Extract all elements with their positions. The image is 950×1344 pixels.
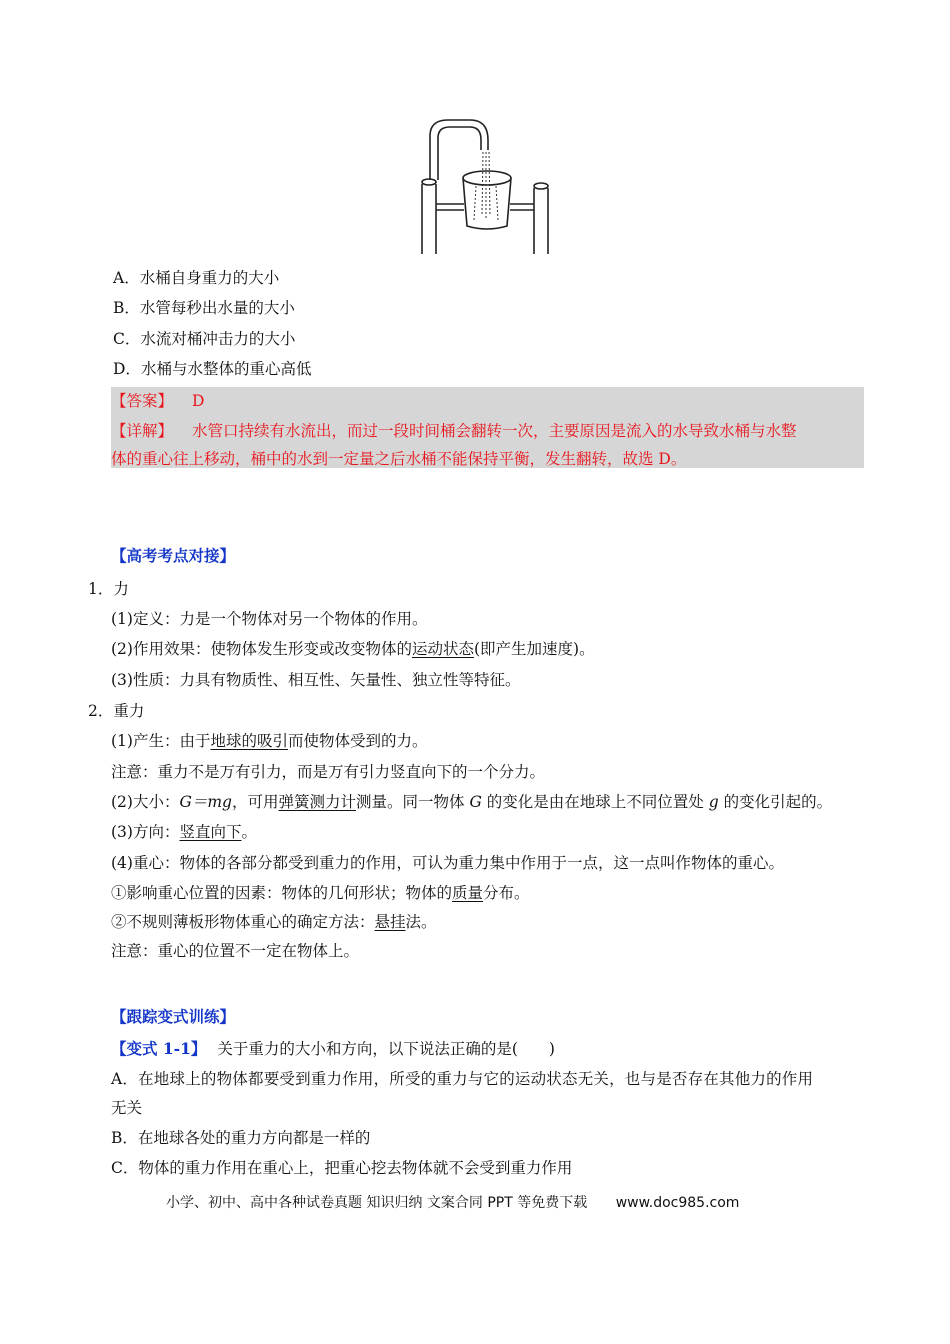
text-fragment: (2)大小： [111,793,180,811]
answer-label: 【答案】 [111,392,174,410]
text-fragment: (2)作用效果：使物体发生形变或改变物体的 [111,640,412,658]
text-fragment: 分布。 [483,884,530,902]
cg-factors [111,883,530,903]
variant-question-text: 关于重力的大小和方向，以下说法正确的是( ) [217,1040,555,1058]
variant-question [111,1039,555,1059]
text-fragment: 而使物体受到的力。 [287,732,428,750]
footer-url[interactable]: www.doc985.com [615,1195,740,1211]
footer [166,1192,739,1212]
text-fragment: 测量。同一物体 [356,793,470,811]
variant-label: 【变式 1-1】 [111,1039,207,1058]
text-fragment: ②不规则薄板形物体重心的确定方法： [111,913,375,931]
symbol-g-upper: G [469,793,482,811]
option-text: 水桶与水整体的重心高低 [140,360,312,378]
variant-option-a-line-2: 无关 [111,1099,143,1117]
section-1-title: 1．力 [88,580,129,598]
explain-line-2 [111,449,686,469]
option-d [113,359,311,379]
explain-text-2: 体的重心往上移动，桶中的水到一定量之后水桶不能保持平衡，发生翻转，故选 D。 [111,450,687,468]
text-fragment: ①影响重心位置的因素：物体的几何形状；物体的 [111,884,453,902]
underlined-term: 质量 [452,884,484,902]
cg-method [111,912,437,932]
option-text: 水桶自身重力的大小 [139,269,280,287]
underlined-term: 悬挂 [374,913,406,931]
formula: G＝mg [179,793,232,811]
variant-option-a-line-1: A．在地球上的物体都要受到重力作用，所受的重力与它的运动状态无关，也与是否存在其他力的作用 [111,1070,814,1088]
text-fragment: 法。 [405,913,437,931]
underlined-term: 弹簧测力计 [278,793,357,811]
section-2-title: 2．重力 [88,702,145,720]
force-nature: (3)性质：力具有物质性、相互性、矢量性、独立性等特征。 [111,671,521,689]
gravity-origin [111,731,428,751]
variant-option-c: C．物体的重力作用在重心上，把重心挖去物体就不会受到重力作用 [111,1159,573,1177]
text-fragment: (1)产生：由于 [111,732,211,750]
option-text: 水管每秒出水量的大小 [139,299,295,317]
option-letter: D． [113,360,141,378]
explain-line-1 [111,421,796,441]
gravity-direction [111,822,257,842]
explain-label: 【详解】 [111,422,174,440]
answer-line [111,391,204,411]
bucket-apparatus-figure [418,116,554,256]
text-fragment: 。 [241,823,257,841]
gravity-note-1: 注意：重力不是万有引力，而是万有引力竖直向下的一个分力。 [111,763,546,781]
underlined-term: 竖直向下 [179,823,242,841]
option-letter: A． [113,269,140,287]
exam-points-heading: 【高考考点对接】 [111,546,236,565]
gravity-note-2: 注意：重心的位置不一定在物体上。 [111,942,360,960]
training-heading: 【跟踪变式训练】 [111,1007,236,1026]
option-b [113,298,295,318]
text-fragment: ，可用 [231,793,279,811]
text-fragment: (3)方向： [111,823,180,841]
gravity-size [111,792,832,812]
variant-option-b: B．在地球各处的重力方向都是一样的 [111,1129,371,1147]
explain-text-1: 水管口持续有水流出，而过一段时间桶会翻转一次，主要原因是流入的水导致水桶与水整 [191,422,797,440]
option-a [113,268,279,288]
force-definition: (1)定义：力是一个物体对另一个物体的作用。 [111,610,428,628]
underlined-term: 地球的吸引 [210,732,288,750]
footer-text: 小学、初中、高中各种试卷真题 知识归纳 文案合同 PPT 等免费下载 [166,1195,588,1211]
option-letter: B． [113,299,140,317]
answer-value: D [191,392,205,410]
option-c [113,329,295,349]
option-text: 水流对桶冲击力的大小 [140,330,296,348]
underlined-term: 运动状态 [411,640,474,658]
option-letter: C． [113,330,141,348]
center-of-gravity: (4)重心：物体的各部分都受到重力的作用，可认为重力集中作用于一点，这一点叫作物体的重心。 [111,854,784,872]
symbol-g-lower: g [708,793,719,811]
force-effect [111,639,595,659]
text-fragment: 的变化引起的。 [718,793,833,811]
text-fragment: (即产生加速度)。 [473,640,595,658]
text-fragment: 的变化是由在地球上不同位置处 [481,793,709,811]
